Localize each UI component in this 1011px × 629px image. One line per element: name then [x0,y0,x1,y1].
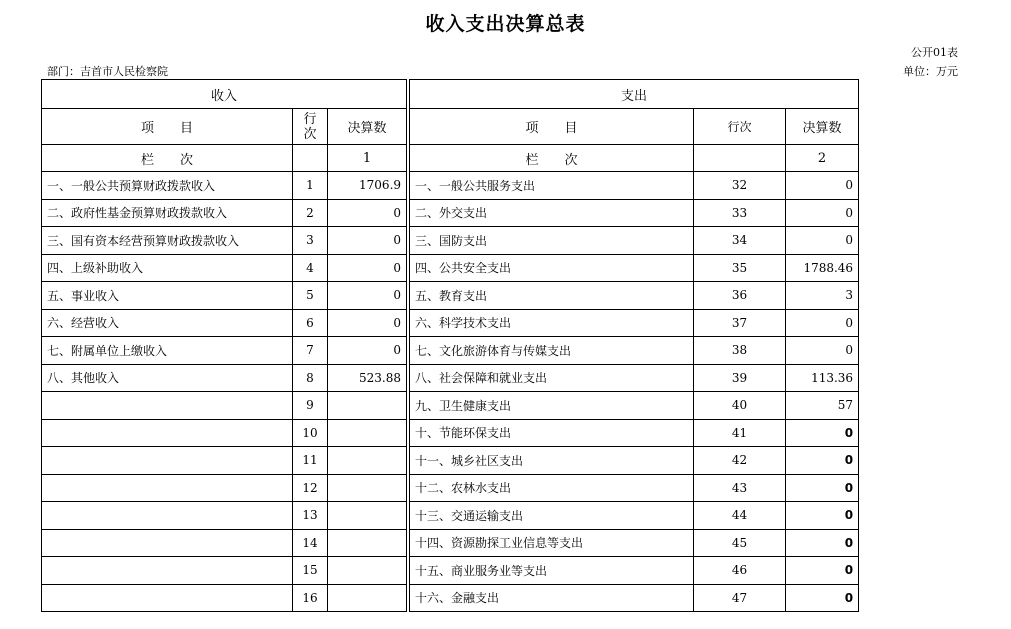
income-row-no: 6 [293,309,328,337]
income-row-no: 5 [293,282,328,310]
income-item-name [42,584,293,612]
expense-amount: 0 [786,199,859,227]
expense-row-no: 32 [694,172,786,200]
expense-item-name: 九、卫生健康支出 [410,392,694,420]
expense-amount: 0 [786,227,859,255]
expense-column-label: 栏 次 [410,145,694,172]
income-item-name [42,557,293,585]
expense-row-no: 47 [694,584,786,612]
income-row-no: 4 [293,254,328,282]
expense-item-header: 项 目 [410,109,694,145]
expense-amount: 0 [786,474,859,502]
expense-row-no: 34 [694,227,786,255]
income-item-name [42,529,293,557]
income-row-no: 9 [293,392,328,420]
expense-row-no-header: 行次 [694,109,786,145]
table-row [42,392,859,420]
income-expense-table [41,79,859,612]
expense-row-no: 40 [694,392,786,420]
income-row-no: 1 [293,172,328,200]
income-amount [328,502,407,530]
income-item-name: 六、经营收入 [42,309,293,337]
income-item-header: 项 目 [42,109,293,145]
expense-amount: 57 [786,392,859,420]
expense-item-name: 十二、农林水支出 [410,474,694,502]
income-item-name: 七、附属单位上缴收入 [42,337,293,365]
income-item-name [42,419,293,447]
table-row [42,529,859,557]
expense-amount: 0 [786,447,859,475]
table-row [42,254,859,282]
income-amount [328,584,407,612]
income-amount: 0 [328,199,407,227]
expense-row-no: 36 [694,282,786,310]
expense-amount: 113.36 [786,364,859,392]
income-item-name [42,447,293,475]
expense-item-name: 八、社会保障和就业支出 [410,364,694,392]
expense-item-name: 十、节能环保支出 [410,419,694,447]
expense-item-name: 六、科学技术支出 [410,309,694,337]
expense-row-no: 38 [694,337,786,365]
table-row [42,364,859,392]
expense-row-no: 44 [694,502,786,530]
expense-item-name: 十四、资源勘探工业信息等支出 [410,529,694,557]
income-amount: 0 [328,254,407,282]
income-amount [328,447,407,475]
income-item-name [42,392,293,420]
income-item-name [42,502,293,530]
expense-amount: 0 [786,172,859,200]
expense-item-name: 四、公共安全支出 [410,254,694,282]
expense-row-no: 39 [694,364,786,392]
income-row-no-blank [293,145,328,172]
expense-amount: 0 [786,584,859,612]
income-row-no: 15 [293,557,328,585]
row-no-header-line-1: 行 [303,111,317,127]
income-item-name: 一、一般公共预算财政拨款收入 [42,172,293,200]
expense-item-name: 十一、城乡社区支出 [410,447,694,475]
income-item-name: 四、上级补助收入 [42,254,293,282]
table-row [42,474,859,502]
expense-amount: 0 [786,337,859,365]
expense-amount: 0 [786,419,859,447]
expense-amount: 0 [786,557,859,585]
income-row-no: 13 [293,502,328,530]
table-row [42,309,859,337]
table-row [42,199,859,227]
expense-row-no-blank [694,145,786,172]
income-amount: 1706.9 [328,172,407,200]
income-amount [328,419,407,447]
table-row [42,337,859,365]
row-no-header-line-2: 次 [303,126,317,142]
table-row [42,227,859,255]
expense-item-name: 七、文化旅游体育与传媒支出 [410,337,694,365]
income-amount: 0 [328,282,407,310]
income-item-name: 八、其他收入 [42,364,293,392]
income-header: 收入 [42,80,407,109]
income-item-name: 二、政府性基金预算财政拨款收入 [42,199,293,227]
table-row [42,447,859,475]
expense-item-name: 二、外交支出 [410,199,694,227]
expense-row-no: 37 [694,309,786,337]
department-label: 部门：吉首市人民检察院 [47,65,168,78]
expense-row-no: 45 [694,529,786,557]
income-row-no-header [293,109,328,145]
income-row-no: 7 [293,337,328,365]
income-item-name [42,474,293,502]
section-header-row [42,80,859,109]
income-col-no: 1 [328,145,407,172]
income-amount: 0 [328,337,407,365]
income-amount: 0 [328,309,407,337]
expense-amount: 0 [786,502,859,530]
table-row [42,502,859,530]
income-amount: 523.88 [328,364,407,392]
expense-row-no: 43 [694,474,786,502]
expense-item-name: 十六、金融支出 [410,584,694,612]
income-row-no: 12 [293,474,328,502]
expense-item-name: 一、一般公共服务支出 [410,172,694,200]
income-row-no: 14 [293,529,328,557]
income-row-no: 11 [293,447,328,475]
expense-row-no: 33 [694,199,786,227]
expense-row-no: 41 [694,419,786,447]
form-number: 公开01表 [911,46,958,59]
expense-row-no: 35 [694,254,786,282]
income-row-no: 2 [293,199,328,227]
income-amount: 0 [328,227,407,255]
expense-amount-header: 决算数 [786,109,859,145]
expense-item-name: 五、教育支出 [410,282,694,310]
expense-header: 支出 [410,80,859,109]
expense-item-name: 十三、交通运输支出 [410,502,694,530]
income-amount-header: 决算数 [328,109,407,145]
table-row [42,419,859,447]
page-title: 收入支出决算总表 [425,13,586,35]
column-number-row [42,145,859,172]
expense-row-no: 46 [694,557,786,585]
expense-row-no: 42 [694,447,786,475]
table-row [42,172,859,200]
column-header-row [42,109,859,145]
expense-col-no: 2 [786,145,859,172]
expense-amount: 1788.46 [786,254,859,282]
income-amount [328,474,407,502]
unit-label: 单位：万元 [903,65,958,78]
income-column-label: 栏 次 [42,145,293,172]
income-row-no: 8 [293,364,328,392]
income-item-name: 三、国有资本经营预算财政拨款收入 [42,227,293,255]
expense-amount: 3 [786,282,859,310]
income-item-name: 五、事业收入 [42,282,293,310]
expense-amount: 0 [786,529,859,557]
expense-amount: 0 [786,309,859,337]
expense-item-name: 十五、商业服务业等支出 [410,557,694,585]
income-row-no: 10 [293,419,328,447]
expense-item-name: 三、国防支出 [410,227,694,255]
income-row-no: 3 [293,227,328,255]
income-amount [328,529,407,557]
income-row-no: 16 [293,584,328,612]
table-row [42,282,859,310]
table-row [42,557,859,585]
income-amount [328,392,407,420]
income-amount [328,557,407,585]
table-row [42,584,859,612]
